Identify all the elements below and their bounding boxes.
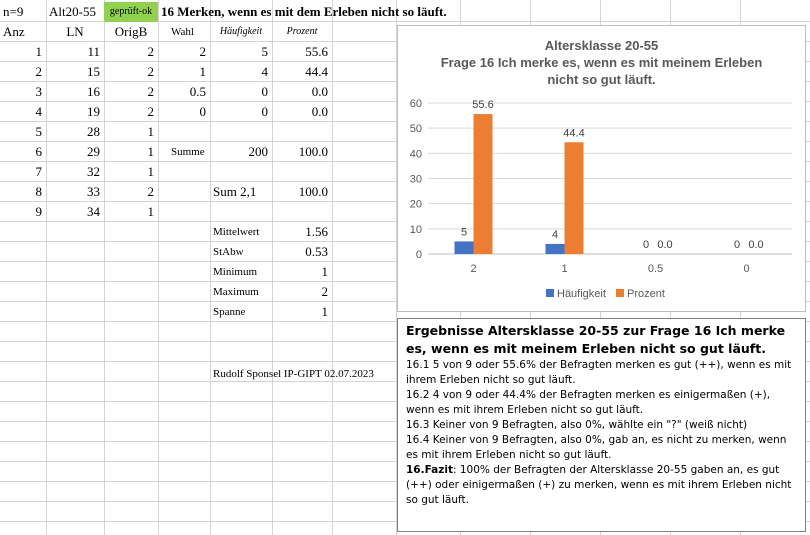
- cell-ln[interactable]: 34: [87, 204, 100, 219]
- y-tick-label: 20: [409, 198, 422, 211]
- freq-haeufigkeit[interactable]: 4: [261, 64, 268, 79]
- cell-anz[interactable]: 9: [35, 204, 42, 219]
- x-tick-label: 0.5: [647, 263, 664, 275]
- cell-anz[interactable]: 3: [35, 84, 42, 99]
- cell-anz[interactable]: 6: [35, 144, 42, 159]
- cell-origb[interactable]: 2: [147, 184, 154, 199]
- legend-label: Prozent: [627, 288, 665, 300]
- status-badge[interactable]: geprüft-ok: [104, 2, 158, 22]
- cell-ln[interactable]: 28: [87, 124, 100, 139]
- bar-haeufigkeit[interactable]: [546, 244, 565, 254]
- data-label: 44.4: [563, 127, 585, 140]
- stat-label[interactable]: StAbw: [213, 246, 244, 258]
- freq-wahl[interactable]: 2: [199, 44, 206, 59]
- freq-prozent[interactable]: 44.4: [305, 64, 328, 79]
- data-label: 0: [733, 239, 741, 251]
- freq-wahl[interactable]: 1: [199, 64, 206, 79]
- chart-title-line-1: Altersklasse 20-55: [544, 38, 659, 53]
- y-tick-label: 50: [409, 123, 422, 136]
- stat-label[interactable]: Spanne: [213, 306, 246, 318]
- result-16-3: 16.3 Keiner von 9 Befragten, also 0%, wählte ein "?" (weiß nicht): [406, 419, 748, 431]
- cell-anz[interactable]: 4: [35, 104, 42, 119]
- cell-ln[interactable]: 19: [87, 104, 100, 119]
- cell-origb[interactable]: 2: [147, 84, 154, 99]
- col-header-prozent[interactable]: Prozent: [286, 26, 318, 37]
- cell-origb[interactable]: 1: [147, 164, 154, 179]
- chart-title-line-3: nicht so gut läuft.: [547, 72, 656, 87]
- data-label: 4: [551, 228, 559, 241]
- summe-label[interactable]: Summe: [171, 146, 205, 158]
- stat-label[interactable]: Maximum: [213, 286, 259, 298]
- cell-ln[interactable]: 33: [87, 184, 100, 199]
- cell-anz[interactable]: 8: [35, 184, 42, 199]
- data-label: 55.6: [472, 99, 494, 112]
- data-label: 0: [642, 239, 650, 251]
- stat-value[interactable]: 0.53: [305, 244, 328, 259]
- n-count-cell[interactable]: n=9: [3, 4, 24, 19]
- y-tick-label: 30: [409, 173, 422, 186]
- grid-line-v: [332, 0, 333, 535]
- question-title[interactable]: 16 Merken, wenn es mit dem Erleben nicht so läuft.: [161, 4, 447, 19]
- cell-anz[interactable]: 2: [35, 64, 42, 79]
- cell-anz[interactable]: 5: [35, 124, 42, 139]
- freq-haeufigkeit[interactable]: 5: [261, 44, 268, 59]
- result-16-4: 16.4 Keiner von 9 Befragten, also 0%, gab an, es nicht zu merken, wenn es mit ihrem Erleben nicht so gut läuft.: [406, 434, 787, 461]
- result-fazit: [406, 463, 797, 508]
- cell-ln[interactable]: 32: [87, 164, 100, 179]
- y-tick-label: 60: [409, 98, 422, 110]
- results-textbox[interactable]: [397, 318, 806, 532]
- cell-origb[interactable]: 2: [147, 44, 154, 59]
- stat-label[interactable]: Mittelwert: [213, 226, 260, 238]
- col-header-anz[interactable]: Anz: [3, 24, 25, 39]
- data-label: 0.0: [657, 239, 673, 251]
- sum21-prozent[interactable]: 100.0: [298, 184, 328, 199]
- cell-anz[interactable]: 7: [35, 164, 42, 179]
- summe-haeufigkeit[interactable]: 200: [248, 144, 268, 159]
- cell-anz[interactable]: 1: [35, 44, 42, 59]
- cell-origb[interactable]: 1: [147, 124, 154, 139]
- result-16-2: 16.2 4 von 9 oder 44.4% der Befragten merken es einigermaßen (+), wenn es mit ihrem Erleben nicht so gut läuft.: [406, 389, 771, 416]
- x-tick-label: 1: [561, 263, 568, 275]
- legend-label: Häufigkeit: [557, 288, 606, 300]
- col-header-origb[interactable]: OrigB: [114, 24, 148, 39]
- col-header-ln[interactable]: LN: [66, 24, 84, 39]
- freq-wahl[interactable]: 0.5: [189, 84, 206, 99]
- y-tick-label: 0: [415, 249, 422, 261]
- col-header-haeufigkeit[interactable]: Häufigkeit: [219, 26, 263, 37]
- freq-prozent[interactable]: 0.0: [311, 84, 328, 99]
- chart-title-line-2: Frage 16 Ich merke es, wenn es mit meinem Erleben: [440, 55, 763, 70]
- x-tick-label: 2: [470, 263, 477, 275]
- fazit-text: : 100% der Befragten der Altersklasse 20-55 gaben an, es gut (++) oder einigermaßen (+) zu merken, wenn es mit ihrem Erleben nicht so gut läuft.: [406, 464, 792, 506]
- stat-value[interactable]: 2: [321, 284, 328, 299]
- cell-origb[interactable]: 1: [147, 204, 154, 219]
- group-cell[interactable]: Alt20-55: [49, 4, 96, 19]
- cell-origb[interactable]: 1: [147, 144, 154, 159]
- sum21-label[interactable]: Sum 2,1: [213, 184, 257, 199]
- cell-ln[interactable]: 11: [87, 44, 100, 59]
- cell-ln[interactable]: 16: [87, 84, 100, 99]
- bar-chart[interactable]: [397, 25, 806, 312]
- cell-origb[interactable]: 2: [147, 104, 154, 119]
- result-16-1: 16.1 5 von 9 oder 55.6% der Befragten merken es gut (++), wenn es mit ihrem Erleben nicht so gut läuft.: [406, 359, 792, 386]
- bar-prozent[interactable]: [565, 142, 584, 254]
- cell-origb[interactable]: 2: [147, 64, 154, 79]
- freq-prozent[interactable]: 55.6: [305, 44, 328, 59]
- stat-value[interactable]: 1.56: [305, 224, 328, 239]
- legend-swatch: [546, 289, 554, 297]
- data-label: 5: [460, 226, 468, 239]
- x-tick-label: 0: [743, 263, 750, 275]
- freq-haeufigkeit[interactable]: 0: [261, 104, 268, 119]
- bar-haeufigkeit[interactable]: [455, 241, 474, 254]
- summe-prozent[interactable]: 100.0: [298, 144, 328, 159]
- stat-value[interactable]: 1: [321, 304, 328, 319]
- freq-wahl[interactable]: 0: [199, 104, 206, 119]
- freq-haeufigkeit[interactable]: 0: [261, 84, 268, 99]
- stat-label[interactable]: Minimum: [213, 266, 258, 278]
- cell-ln[interactable]: 15: [87, 64, 100, 79]
- cell-ln[interactable]: 29: [87, 144, 100, 159]
- bar-prozent[interactable]: [474, 114, 493, 254]
- y-tick-label: 40: [409, 148, 422, 161]
- col-header-wahl[interactable]: Wahl: [171, 26, 194, 38]
- chart-plot: [398, 26, 805, 311]
- results-title: Ergebnisse Altersklasse 20-55 zur Frage 16 Ich merke es, wenn es mit meinem Erleben nicht so gut läuft.: [406, 323, 786, 356]
- y-tick-label: 10: [409, 223, 422, 236]
- fazit-label: 16.Fazit: [406, 464, 453, 476]
- author-cell[interactable]: Rudolf Sponsel IP-GIPT 02.07.2023: [213, 368, 374, 380]
- legend-swatch: [616, 289, 624, 297]
- stat-value[interactable]: 1: [321, 264, 328, 279]
- freq-prozent[interactable]: 0.0: [311, 104, 328, 119]
- data-label: 0.0: [748, 239, 764, 251]
